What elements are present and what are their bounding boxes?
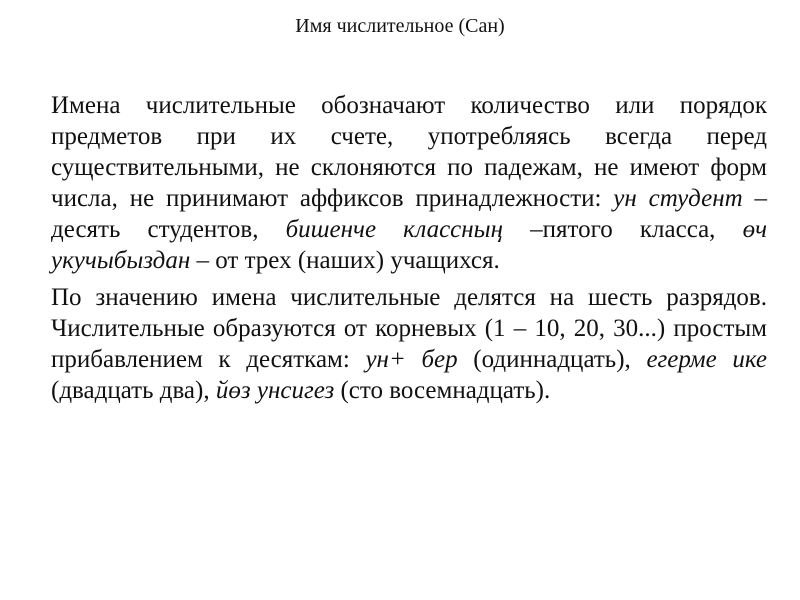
text-segment: –пятого класса, [503,216,743,243]
example-word: йөз унсигез [215,377,335,404]
text-segment: – от трех (наших) учащихся. [190,247,500,274]
text-segment: (сто восемнадцать). [334,377,551,404]
text-segment: Имена числительные обозначают количество или порядок предметов при их счете, употребляясь всегда перед существительными, не склоняются по падежам, не имеют форм числа, не принимают аффиксов принадлежности: [51,92,767,212]
paragraph-2 [51,282,767,406]
text-segment: (двадцать два), [51,377,216,404]
text-segment: По значению имена числительные делятся на шесть разрядов. Числительные образуются от корневых (1 – 10, 20, 30...) простым прибавлением к десяткам: [51,284,767,373]
text-segment: (одиннадцать), [457,346,647,373]
example-word: өч укучыбыздан [51,216,768,274]
example-word: бишенче классның [285,216,504,243]
text-segment: – десять студентов, [51,185,767,243]
paragraph-1 [51,90,767,276]
example-word: ун студент [613,185,743,212]
example-word: егерме ике [646,346,767,373]
example-word: ун+ бер [365,346,458,373]
slide-title: Имя числительное (Сан) [295,15,505,37]
slide-body [51,90,767,412]
